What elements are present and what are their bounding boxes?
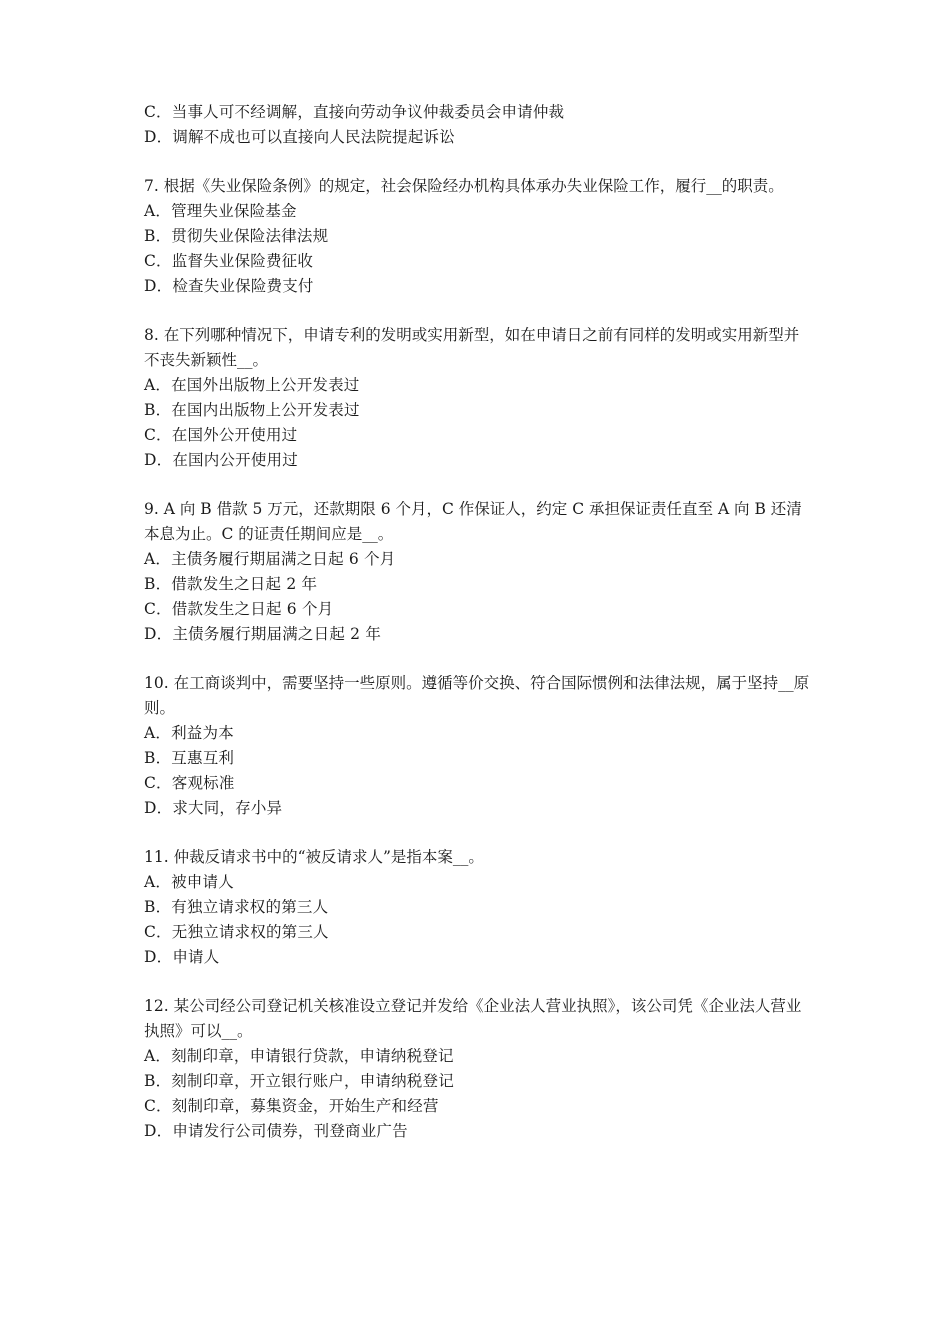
- option-a: A．刻制印章，申请银行贷款，申请纳税登记: [144, 1047, 454, 1065]
- option-a: A．主债务履行期届满之日起 6 个月: [144, 550, 396, 568]
- option-b: B．有独立请求权的第三人: [144, 898, 329, 916]
- question-8: [144, 323, 824, 473]
- option-b: B．借款发生之日起 2 年: [144, 575, 318, 593]
- option-a: A．在国外出版物上公开发表过: [144, 376, 360, 394]
- option-c: C．在国外公开使用过: [144, 426, 298, 444]
- option-d: D．调解不成也可以直接向人民法院提起诉讼: [144, 128, 455, 146]
- question-stem: 7. 根据《失业保险条例》的规定，社会保险经办机构具体承办失业保险工作，履行__的职责。: [144, 177, 784, 195]
- question-stem: 12. 某公司经公司登记机关核准设立登记并发给《企业法人营业执照》，该公司凭《企业法人营业执照》可以__。: [144, 997, 802, 1040]
- question-12: [144, 994, 824, 1144]
- option-d: D．在国内公开使用过: [144, 451, 298, 469]
- option-b: B．贯彻失业保险法律法规: [144, 227, 329, 245]
- option-c: C．借款发生之日起 6 个月: [144, 600, 334, 618]
- option-c: C．监督失业保险费征收: [144, 252, 314, 270]
- question-stem: 9. A 向 B 借款 5 万元，还款期限 6 个月，C 作保证人，约定 C 承担保证责任直至 A 向 B 还清本息为止。C 的证责任期间应是__。: [144, 500, 802, 543]
- question-7: [144, 174, 824, 299]
- option-d: D．申请发行公司债券，刊登商业广告: [144, 1122, 408, 1140]
- question-11: [144, 845, 824, 970]
- option-b: B．刻制印章，开立银行账户，申请纳税登记: [144, 1072, 454, 1090]
- question-10: [144, 671, 824, 821]
- question-9: [144, 497, 824, 647]
- option-d: D．申请人: [144, 948, 220, 966]
- option-a: A．管理失业保险基金: [144, 202, 297, 220]
- option-b: B．在国内出版物上公开发表过: [144, 401, 360, 419]
- document-page: [144, 100, 824, 1144]
- question-stem: 11. 仲裁反请求书中的“被反请求人”是指本案__。: [144, 848, 484, 866]
- option-d: D．检查失业保险费支付: [144, 277, 314, 295]
- question-stem: 8. 在下列哪种情况下，申请专利的发明或实用新型，如在申请日之前有同样的发明或实用新型并不丧失新颖性__。: [144, 326, 800, 369]
- option-c: C．无独立请求权的第三人: [144, 923, 329, 941]
- question-stem: 10. 在工商谈判中，需要坚持一些原则。遵循等价交换、符合国际惯例和法律法规，属于坚持__原则。: [144, 674, 810, 717]
- option-a: A．利益为本: [144, 724, 234, 742]
- option-c: C．当事人可不经调解，直接向劳动争议仲裁委员会申请仲裁: [144, 103, 565, 121]
- option-d: D．主债务履行期届满之日起 2 年: [144, 625, 382, 643]
- option-b: B．互惠互利: [144, 749, 235, 767]
- option-c: C．刻制印章，募集资金，开始生产和经营: [144, 1097, 439, 1115]
- continued-question: [144, 100, 824, 150]
- option-c: C．客观标准: [144, 774, 235, 792]
- option-a: A．被申请人: [144, 873, 234, 891]
- option-d: D．求大同，存小异: [144, 799, 283, 817]
